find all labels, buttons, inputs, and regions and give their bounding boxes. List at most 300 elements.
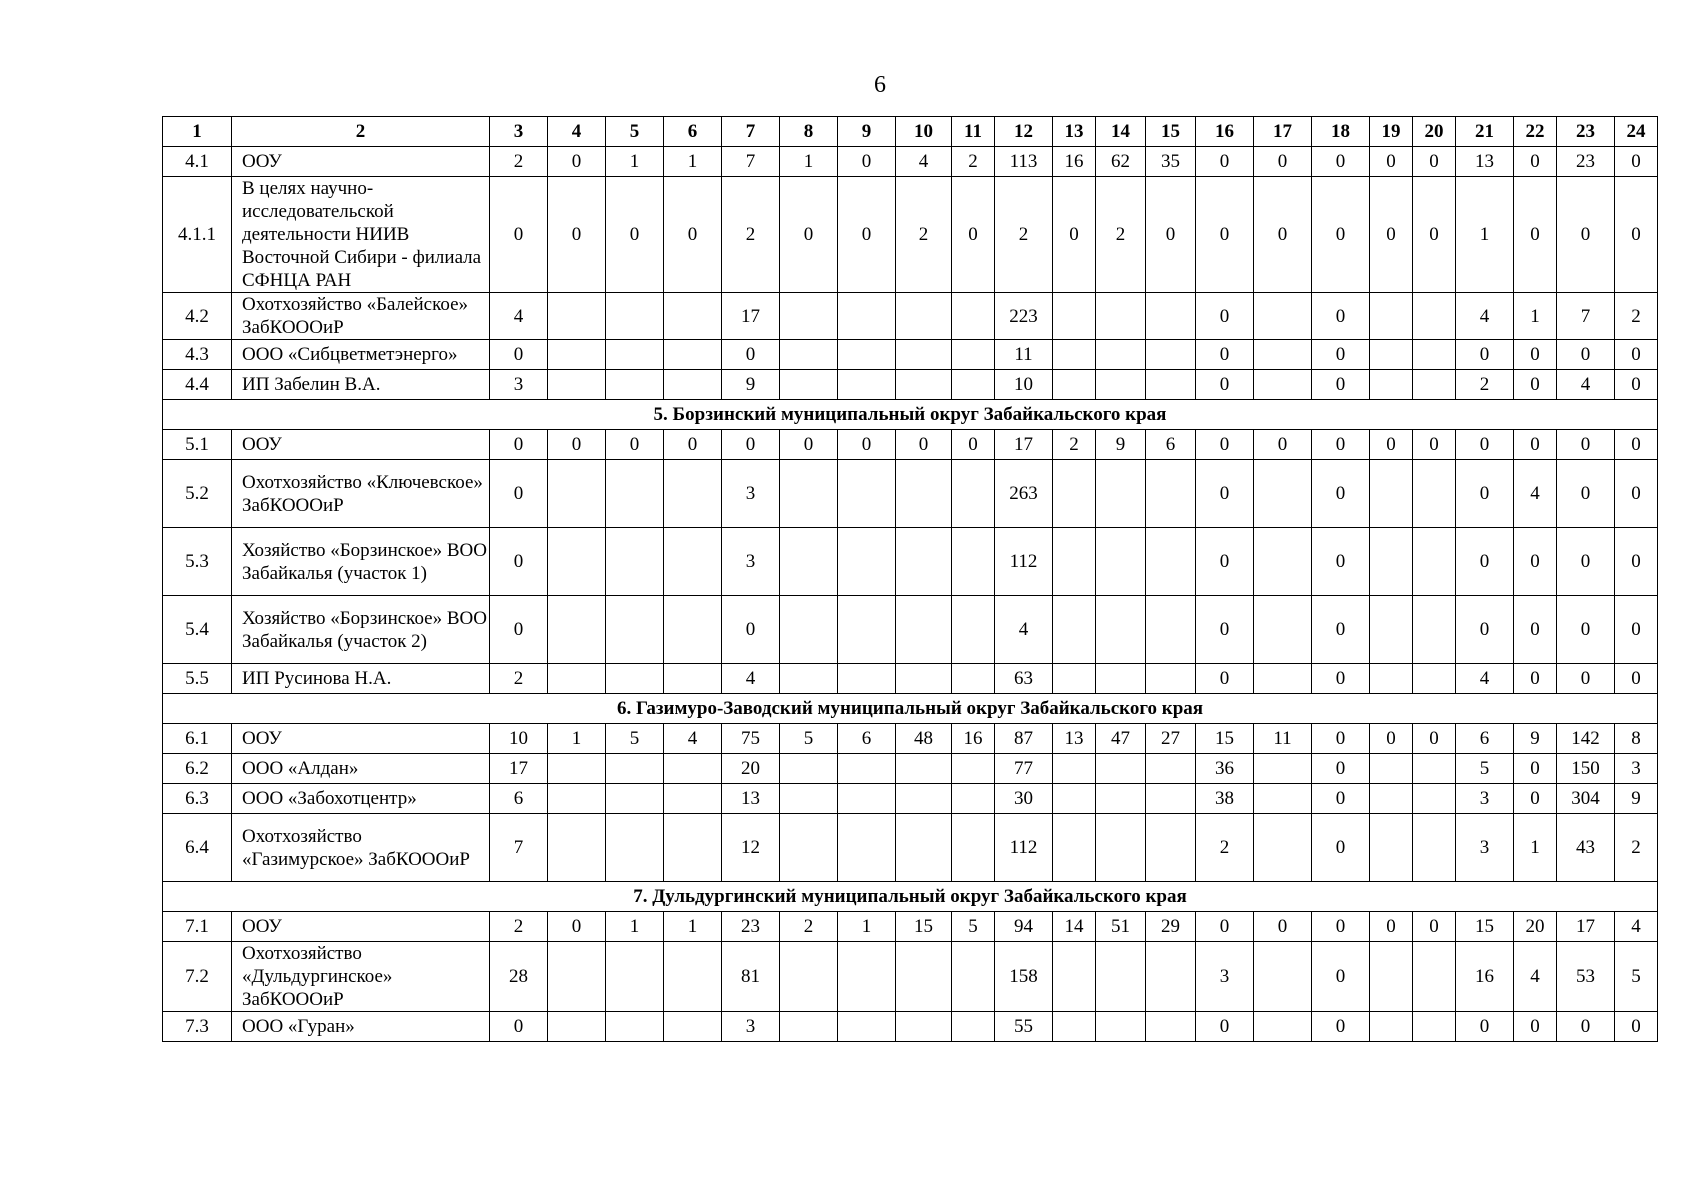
value-cell [1254,340,1312,370]
value-cell [838,814,896,882]
value-cell [664,1012,722,1042]
value-cell: 0 [490,596,548,664]
value-cell [1370,596,1413,664]
value-cell [606,784,664,814]
value-cell [1053,814,1096,882]
row-number: 7.1 [163,912,232,942]
value-cell: 150 [1557,754,1615,784]
value-cell [1146,460,1196,528]
value-cell: 0 [1456,340,1514,370]
value-cell [1053,664,1096,694]
row-number: 4.3 [163,340,232,370]
value-cell: 263 [995,460,1053,528]
value-cell [952,754,995,784]
value-cell: 0 [1557,340,1615,370]
value-cell: 0 [1413,430,1456,460]
value-cell: 0 [606,177,664,293]
value-cell: 17 [490,754,548,784]
value-cell [1146,942,1196,1012]
value-cell [1146,370,1196,400]
value-cell [1053,293,1096,340]
value-cell: 0 [548,912,606,942]
value-cell [780,340,838,370]
value-cell: 0 [1312,147,1370,177]
value-cell: 6 [838,724,896,754]
value-cell [838,754,896,784]
value-cell [1370,528,1413,596]
value-cell [606,754,664,784]
value-cell: 1 [664,912,722,942]
value-cell [896,293,952,340]
value-cell: 0 [1196,430,1254,460]
value-cell: 5 [1615,942,1658,1012]
value-cell: 14 [1053,912,1096,942]
value-cell [1413,293,1456,340]
organization-name: ИП Забелин В.А. [232,370,490,400]
value-cell: 0 [1312,784,1370,814]
value-cell: 75 [722,724,780,754]
column-header: 12 [995,117,1053,147]
value-cell: 36 [1196,754,1254,784]
value-cell [780,784,838,814]
value-cell: 1 [780,147,838,177]
value-cell [606,340,664,370]
page-number [0,72,1697,99]
value-cell: 0 [1615,340,1658,370]
value-cell: 0 [1196,664,1254,694]
value-cell: 0 [1456,596,1514,664]
value-cell: 0 [1254,177,1312,293]
value-cell [1370,814,1413,882]
value-cell: 0 [1053,177,1096,293]
table-row [163,370,1658,400]
value-cell: 0 [1557,596,1615,664]
value-cell: 43 [1557,814,1615,882]
value-cell [606,814,664,882]
organization-name: ООУ [232,912,490,942]
row-number: 6.4 [163,814,232,882]
value-cell [1254,1012,1312,1042]
value-cell: 2 [1096,177,1146,293]
value-cell: 13 [722,784,780,814]
value-cell: 0 [1456,1012,1514,1042]
value-cell: 0 [1557,430,1615,460]
value-cell [548,784,606,814]
value-cell: 3 [1456,784,1514,814]
value-cell: 4 [1514,942,1557,1012]
page-number-text: 6 [874,72,886,98]
value-cell: 2 [490,912,548,942]
organization-name: Хозяйство «Борзинское» ВОО Забайкалья (участок 1) [232,528,490,596]
value-cell [838,784,896,814]
value-cell: 10 [995,370,1053,400]
value-cell [1053,460,1096,528]
row-number: 7.2 [163,942,232,1012]
value-cell [952,340,995,370]
value-cell [780,293,838,340]
value-cell [1096,754,1146,784]
organization-name: ООО «Гуран» [232,1012,490,1042]
value-cell: 2 [490,664,548,694]
value-cell [1413,528,1456,596]
value-cell: 0 [952,430,995,460]
value-cell: 0 [838,147,896,177]
value-cell [1413,460,1456,528]
value-cell [664,370,722,400]
value-cell: 0 [1370,177,1413,293]
value-cell [664,754,722,784]
value-cell [1254,754,1312,784]
value-cell: 0 [838,430,896,460]
value-cell [606,528,664,596]
table-row [163,942,1658,1012]
value-cell: 112 [995,814,1053,882]
value-cell: 0 [1312,460,1370,528]
value-cell: 0 [1615,1012,1658,1042]
column-header: 11 [952,117,995,147]
organization-name: ООУ [232,147,490,177]
value-cell [1413,370,1456,400]
value-cell: 0 [548,147,606,177]
value-cell [896,754,952,784]
row-number: 5.5 [163,664,232,694]
value-cell: 0 [780,430,838,460]
value-cell: 0 [606,430,664,460]
value-cell [548,1012,606,1042]
value-cell [1370,942,1413,1012]
value-cell: 0 [838,177,896,293]
column-header: 18 [1312,117,1370,147]
value-cell: 0 [1370,430,1413,460]
value-cell: 0 [664,177,722,293]
organization-name: ООО «Алдан» [232,754,490,784]
column-header: 24 [1615,117,1658,147]
value-cell: 4 [1456,664,1514,694]
value-cell: 4 [896,147,952,177]
table-row [163,1012,1658,1042]
value-cell: 0 [1615,664,1658,694]
value-cell [1413,596,1456,664]
value-cell: 3 [722,460,780,528]
value-cell [838,293,896,340]
table-row [163,596,1658,664]
value-cell: 13 [1456,147,1514,177]
value-cell [1053,784,1096,814]
value-cell [1096,460,1146,528]
value-cell: 112 [995,528,1053,596]
organization-name: В целях научно-исследовательской деятельности НИИВ Восточной Сибири - филиала СФНЦА РАН [232,177,490,293]
data-table [162,116,1658,1042]
value-cell [548,664,606,694]
value-cell: 0 [1370,724,1413,754]
value-cell: 0 [1312,596,1370,664]
value-cell [1254,596,1312,664]
value-cell [952,942,995,1012]
value-cell [1370,1012,1413,1042]
value-cell [1370,754,1413,784]
value-cell: 17 [1557,912,1615,942]
value-cell [952,1012,995,1042]
value-cell: 87 [995,724,1053,754]
value-cell: 15 [896,912,952,942]
column-header: 19 [1370,117,1413,147]
value-cell: 6 [1146,430,1196,460]
value-cell [1146,340,1196,370]
value-cell [1370,370,1413,400]
value-cell [1254,293,1312,340]
organization-name: ООУ [232,430,490,460]
value-cell: 223 [995,293,1053,340]
column-header: 14 [1096,117,1146,147]
value-cell: 0 [1146,177,1196,293]
row-number: 4.2 [163,293,232,340]
value-cell [838,340,896,370]
value-cell: 2 [952,147,995,177]
value-cell: 0 [722,596,780,664]
value-cell [548,754,606,784]
value-cell [606,1012,664,1042]
value-cell: 0 [1557,664,1615,694]
value-cell: 2 [780,912,838,942]
value-cell: 5 [606,724,664,754]
value-cell: 0 [1413,912,1456,942]
value-cell: 1 [606,912,664,942]
value-cell: 0 [1615,596,1658,664]
row-number: 4.1 [163,147,232,177]
value-cell: 9 [722,370,780,400]
value-cell: 1 [548,724,606,754]
value-cell [1146,814,1196,882]
row-number: 4.1.1 [163,177,232,293]
value-cell [548,814,606,882]
value-cell [1096,293,1146,340]
value-cell: 16 [952,724,995,754]
value-cell: 0 [1312,340,1370,370]
value-cell: 2 [1615,814,1658,882]
value-cell [1413,754,1456,784]
value-cell: 0 [1196,293,1254,340]
value-cell [1413,784,1456,814]
value-cell: 35 [1146,147,1196,177]
value-cell: 10 [490,724,548,754]
value-cell [896,784,952,814]
column-header: 13 [1053,117,1096,147]
value-cell: 0 [490,340,548,370]
value-cell: 3 [722,528,780,596]
row-number: 7.3 [163,1012,232,1042]
value-cell [838,370,896,400]
value-cell: 0 [896,430,952,460]
value-cell: 4 [1615,912,1658,942]
value-cell [780,664,838,694]
value-cell [780,814,838,882]
table-row [163,912,1658,942]
column-header: 22 [1514,117,1557,147]
column-header: 5 [606,117,664,147]
value-cell: 0 [1312,814,1370,882]
value-cell: 304 [1557,784,1615,814]
value-cell [548,528,606,596]
value-cell [780,596,838,664]
value-cell: 1 [664,147,722,177]
organization-name: ООУ [232,724,490,754]
value-cell: 7 [1557,293,1615,340]
value-cell [548,596,606,664]
value-cell: 94 [995,912,1053,942]
value-cell [780,370,838,400]
value-cell: 2 [896,177,952,293]
row-number: 5.2 [163,460,232,528]
value-cell [896,1012,952,1042]
value-cell [1370,340,1413,370]
value-cell: 4 [1514,460,1557,528]
value-cell [1053,596,1096,664]
value-cell: 4 [995,596,1053,664]
value-cell [664,293,722,340]
value-cell: 0 [1370,912,1413,942]
value-cell: 11 [1254,724,1312,754]
value-cell: 2 [722,177,780,293]
value-cell: 3 [1196,942,1254,1012]
value-cell [664,528,722,596]
value-cell: 1 [1514,293,1557,340]
value-cell: 2 [1615,293,1658,340]
value-cell: 0 [1196,370,1254,400]
table-row [163,784,1658,814]
organization-name: Охотхозяйство «Ключевское» ЗабКОООиР [232,460,490,528]
value-cell: 1 [1514,814,1557,882]
column-header: 10 [896,117,952,147]
value-cell: 0 [1312,724,1370,754]
value-cell [1096,528,1146,596]
value-cell [952,293,995,340]
value-cell [1146,293,1196,340]
section-header-row [163,400,1658,430]
value-cell [780,1012,838,1042]
value-cell [1053,754,1096,784]
value-cell: 0 [1557,528,1615,596]
value-cell [838,664,896,694]
value-cell [780,942,838,1012]
value-cell: 0 [1254,912,1312,942]
table-row [163,724,1658,754]
value-cell: 2 [995,177,1053,293]
value-cell: 0 [1514,177,1557,293]
column-header: 8 [780,117,838,147]
value-cell: 0 [548,430,606,460]
value-cell [548,370,606,400]
value-cell: 53 [1557,942,1615,1012]
value-cell: 38 [1196,784,1254,814]
table-row [163,664,1658,694]
value-cell [838,528,896,596]
section-title: 6. Газимуро-Заводский муниципальный округ Забайкальского края [163,694,1658,724]
value-cell [1254,784,1312,814]
value-cell: 0 [490,528,548,596]
value-cell: 0 [1514,340,1557,370]
value-cell: 0 [1312,1012,1370,1042]
value-cell [1370,664,1413,694]
organization-name: ИП Русинова Н.А. [232,664,490,694]
value-cell [838,1012,896,1042]
value-cell: 0 [1557,1012,1615,1042]
value-cell [1096,596,1146,664]
value-cell: 17 [995,430,1053,460]
table-row [163,177,1658,293]
value-cell: 4 [722,664,780,694]
value-cell [606,596,664,664]
value-cell: 0 [1514,664,1557,694]
value-cell: 0 [1615,460,1658,528]
value-cell [1146,664,1196,694]
value-cell [664,942,722,1012]
value-cell: 2 [1196,814,1254,882]
value-cell: 0 [1312,664,1370,694]
value-cell [1254,814,1312,882]
value-cell [1053,1012,1096,1042]
value-cell [1053,942,1096,1012]
value-cell: 2 [490,147,548,177]
value-cell: 8 [1615,724,1658,754]
value-cell [1370,460,1413,528]
column-header: 23 [1557,117,1615,147]
value-cell [606,942,664,1012]
row-number: 5.1 [163,430,232,460]
column-header: 15 [1146,117,1196,147]
value-cell: 23 [722,912,780,942]
value-cell [1370,784,1413,814]
value-cell: 0 [780,177,838,293]
value-cell: 0 [1557,177,1615,293]
value-cell: 1 [606,147,664,177]
value-cell [664,664,722,694]
value-cell: 30 [995,784,1053,814]
table-body [163,147,1658,1042]
value-cell: 0 [1514,1012,1557,1042]
value-cell: 0 [1456,528,1514,596]
value-cell: 28 [490,942,548,1012]
organization-name: ООО «Забохотцентр» [232,784,490,814]
value-cell: 0 [1413,724,1456,754]
value-cell [1370,293,1413,340]
organization-name: ООО «Сибцветметэнерго» [232,340,490,370]
column-header: 6 [664,117,722,147]
value-cell [1096,664,1146,694]
value-cell: 113 [995,147,1053,177]
value-cell [952,460,995,528]
table-row [163,430,1658,460]
value-cell: 0 [1312,912,1370,942]
table-row [163,293,1658,340]
value-cell: 9 [1096,430,1146,460]
value-cell [664,460,722,528]
value-cell: 13 [1053,724,1096,754]
table-row [163,528,1658,596]
row-number: 4.4 [163,370,232,400]
organization-name: Охотхозяйство «Газимурское» ЗабКОООиР [232,814,490,882]
value-cell: 15 [1456,912,1514,942]
value-cell: 55 [995,1012,1053,1042]
value-cell: 0 [1413,147,1456,177]
value-cell [952,596,995,664]
value-cell [1254,664,1312,694]
value-cell: 5 [952,912,995,942]
value-cell: 7 [722,147,780,177]
value-cell [1413,1012,1456,1042]
value-cell: 0 [1514,430,1557,460]
value-cell [952,528,995,596]
section-title: 7. Дульдургинский муниципальный округ Забайкальского края [163,882,1658,912]
